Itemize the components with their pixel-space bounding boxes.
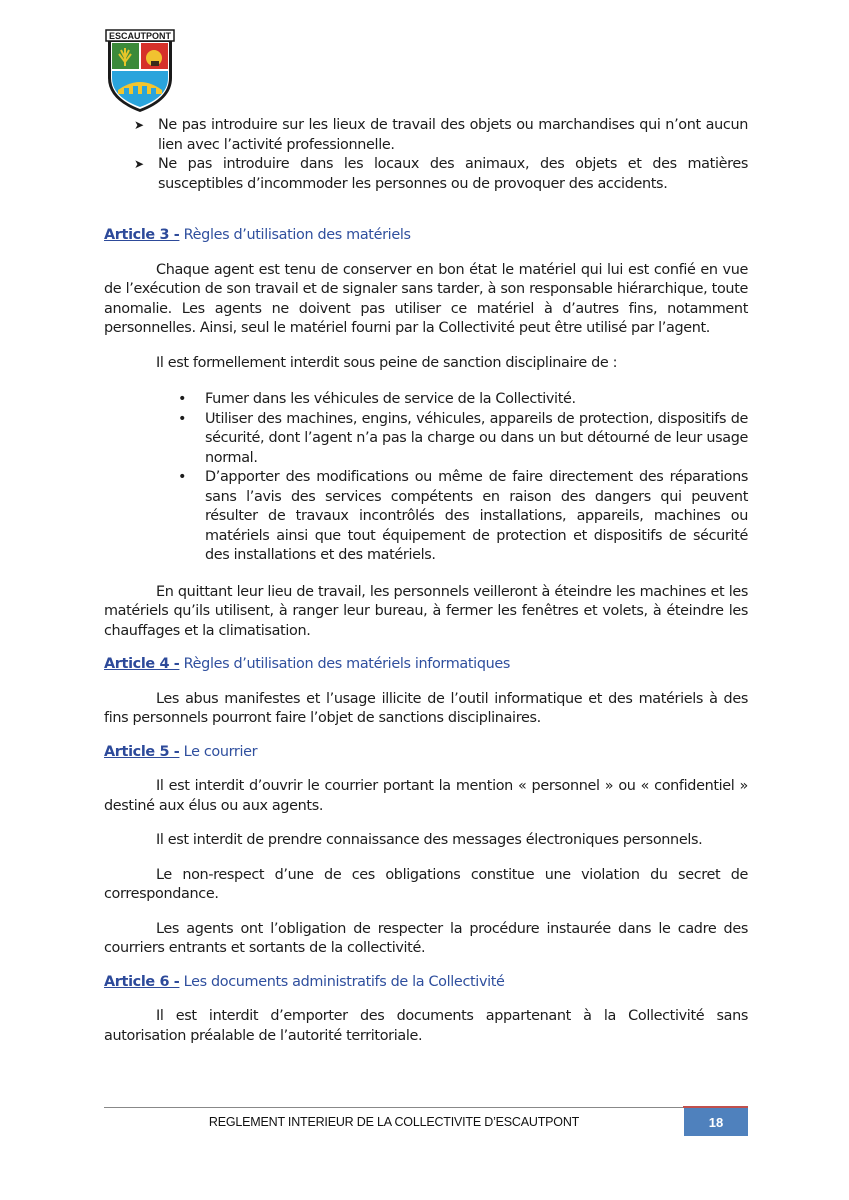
arrow-bullet-icon: ➤ — [134, 118, 144, 132]
article-3-paragraph: Chaque agent est tenu de conserver en bon état le matériel qui lui est confié en vue de l’exécution de son travail et de signaler sans tarder, à son responsable hiérarchique, toute anomalie. Les agents ne doivent pas utiliser ce matériel à d’autres fins, notamment personnelles. Ainsi, seul le matériel fourni par la Collectivité peut être utilisé par l’agent. — [104, 261, 748, 336]
footer-document-title: REGLEMENT INTERIEUR DE LA COLLECTIVITE D’ESCAUTPONT — [208, 1115, 580, 1129]
article-5-paragraph-3: Le non-respect d’une de ces obligations constitue une violation du secret de correspondance. — [104, 866, 748, 902]
list-item: • Utiliser des machines, engins, véhicules, appareils de protection, dispositifs de sécurité, dont l’agent n’a pas la charge ou dans un but détourné de leur usage normal. — [178, 410, 748, 466]
list-item: ➤ Ne pas introduire sur les lieux de travail des objets ou marchandises qui n’ont aucun lien avec l’activité professionnelle. — [134, 117, 748, 153]
article-number: Article 4 - — [104, 656, 180, 672]
article-5-paragraph-2: Il est interdit de prendre connaissance des messages électroniques personnels. — [156, 832, 703, 848]
escautpont-crest-logo — [104, 28, 176, 114]
document-body — [104, 116, 748, 1061]
article-title: Règles d’utilisation des matériels — [183, 227, 411, 243]
article-title: Règles d’utilisation des matériels informatiques — [183, 656, 511, 672]
article-6-heading — [104, 973, 748, 993]
bullet-icon: • — [178, 469, 187, 485]
article-3-heading — [104, 226, 748, 246]
page-number-badge: 18 — [684, 1108, 748, 1136]
bullet-icon: • — [178, 391, 187, 407]
footer-divider — [104, 1107, 748, 1108]
article-5-paragraph-1: Il est interdit d’ouvrir le courrier portant la mention « personnel » ou « confidentiel » destiné aux élus ou aux agents. — [104, 778, 748, 814]
article-4-heading — [104, 655, 748, 675]
article-5-paragraph-4: Les agents ont l’obligation de respecter la procédure instaurée dans le cadre des courriers entrants et sortants de la collectivité. — [104, 920, 748, 956]
arrow-bullet-icon: ➤ — [134, 157, 144, 171]
article-number: Article 3 - — [104, 227, 180, 243]
article-3-intro: Il est formellement interdit sous peine de sanction disciplinaire de : — [156, 354, 618, 371]
list-item: ➤ Ne pas introduire dans les locaux des animaux, des objets et des matières susceptibles d’incommoder les personnes ou de provoquer des accidents. — [134, 156, 748, 192]
list-item: • D’apporter des modifications ou même de faire directement des réparations sans l’avis des services compétents en raison des dangers qui peuvent résulter de travaux incontrôlés des installations, appareils, machines ou matériels ainsi que tout équipement de protection et dispositifs de sécurité des installations et des matériels. — [178, 469, 748, 563]
article-number: Article 6 - — [104, 973, 180, 990]
svg-text:ESCAUTPONT: ESCAUTPONT — [108, 31, 172, 41]
intro-rules-list — [104, 116, 748, 194]
article-title: Le courrier — [183, 743, 258, 760]
article-title: Les documents administratifs de la Collectivité — [183, 973, 505, 990]
article-3-closing: En quittant leur lieu de travail, les personnels veilleront à éteindre les machines et les matériels qu’ils utilisent, à ranger leur bureau, à fermer les fenêtres et volets, à éteindre les chauffages et la climatisation. — [104, 583, 748, 639]
bullet-icon: • — [178, 410, 187, 427]
article-3-prohibitions-list — [104, 390, 748, 566]
list-item: • Fumer dans les véhicules de service de la Collectivité. — [104, 390, 748, 410]
article-6-paragraph: Il est interdit d’emporter des documents appartenant à la Collectivité sans autorisation préalable de l’autorité territoriale. — [104, 1008, 748, 1044]
article-5-heading — [104, 743, 748, 763]
article-number: Article 5 - — [104, 743, 180, 760]
article-4-paragraph: Les abus manifestes et l’usage illicite de l’outil informatique et des matériels à des fins personnels pourront faire l’objet de sanctions disciplinaires. — [104, 690, 748, 726]
